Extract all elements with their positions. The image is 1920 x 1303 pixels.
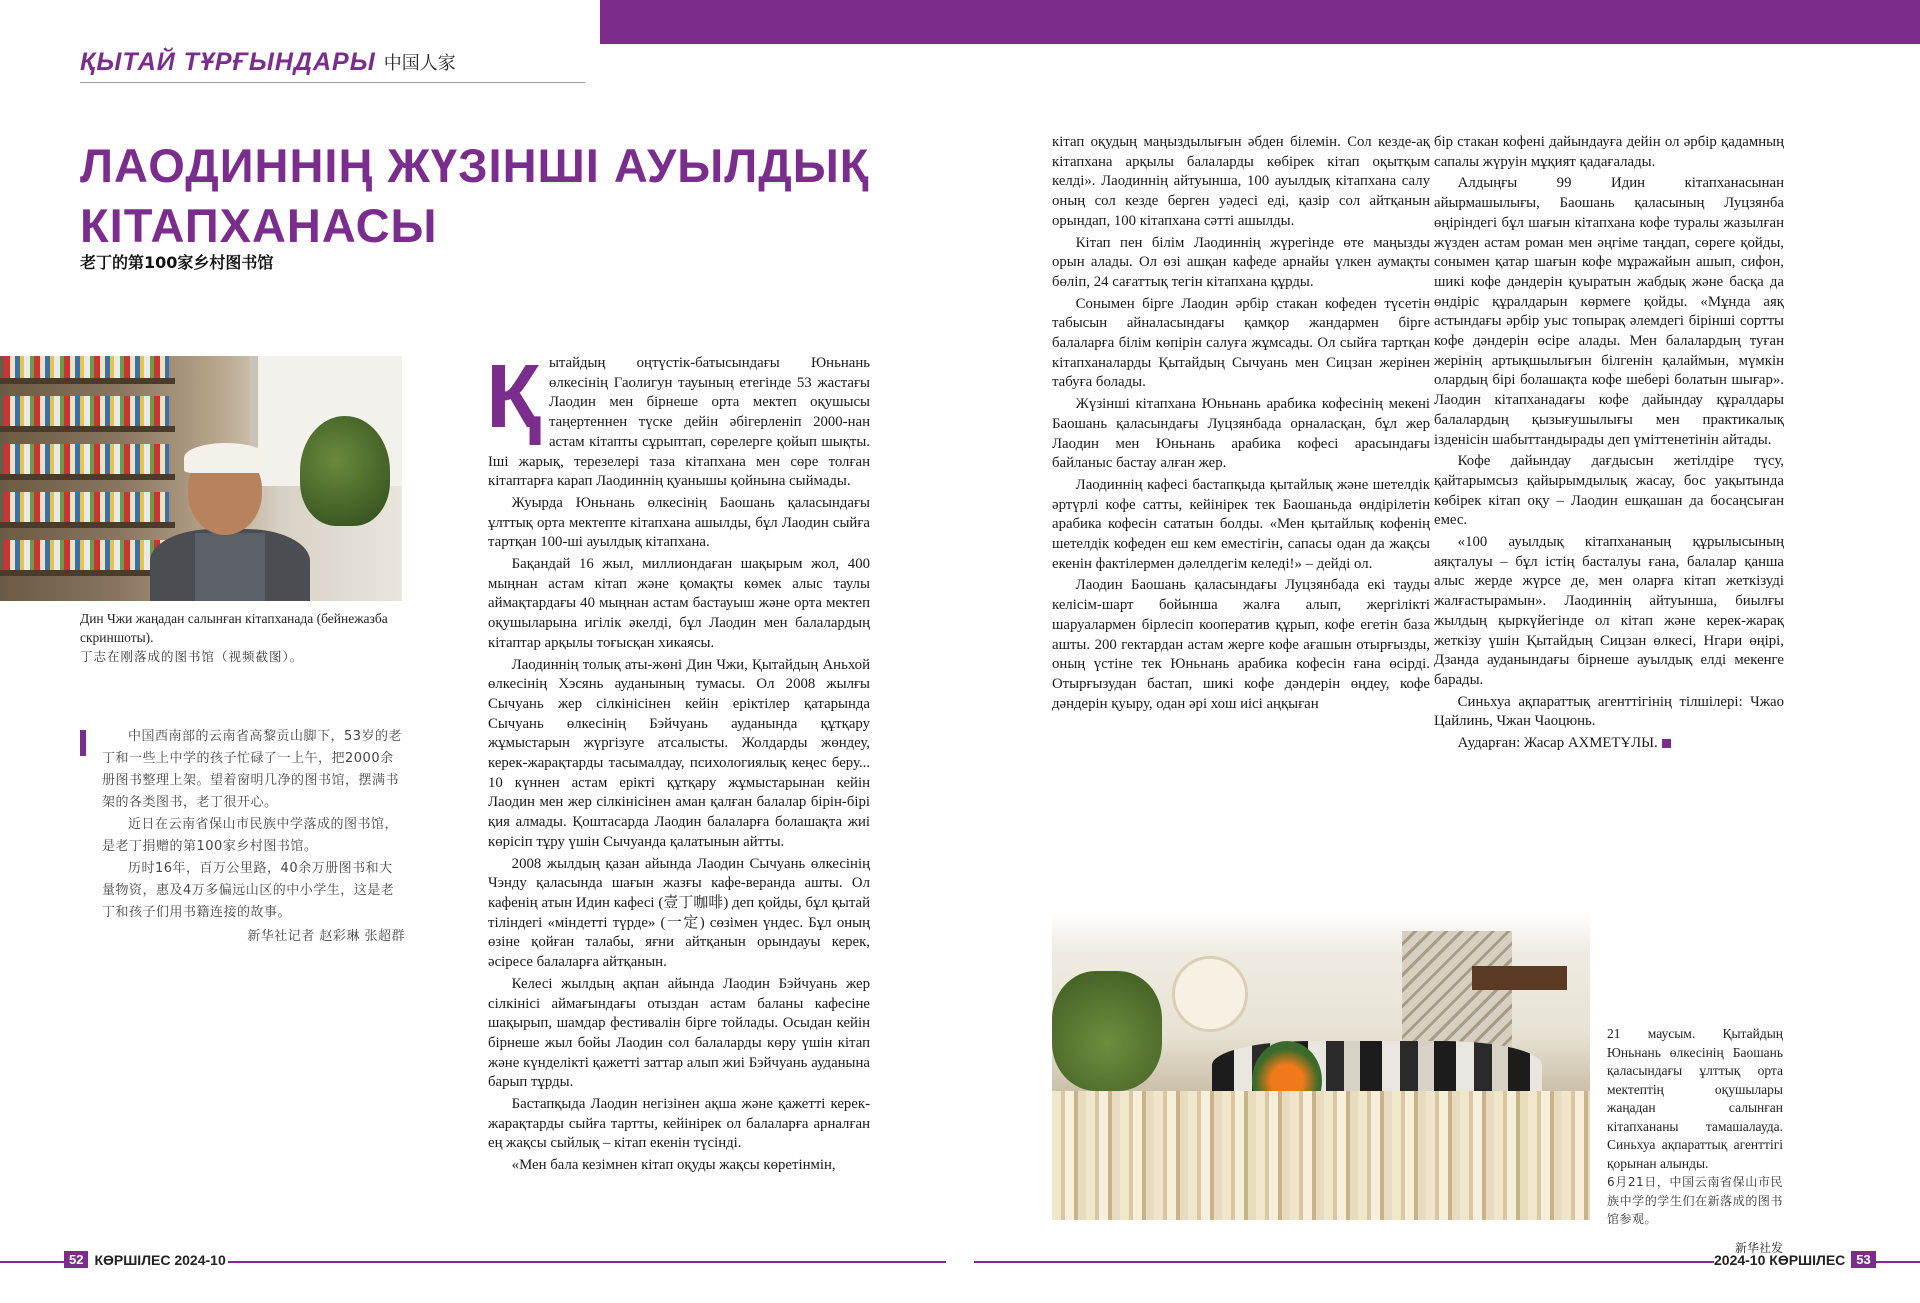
photo-library-man <box>0 356 402 601</box>
footer-line <box>974 1261 1714 1263</box>
body-paragraph: кітап оқудың маңыздылығын әбден білемін. Сол кезде-ақ кітапхана арқылы балаларды көбірек кітап оқытқым келді». Лаодиннің айтуынша, 100 ауылдық кітапхана салу оның сол кезде берген уәдесі еді, қазір сол айтқанын орындап, 100 кітапхана сәтті ашылды. <box>1052 134 1430 229</box>
body-paragraph: Жүзінші кітапхана Юньнань арабика кофесінің мекені Баошань қаласындағы Луцзянбада орналасқан, бұл жер Лаодин мен Юньнань арабика кофесі арасындағы байланыс бастау алған жер. <box>1052 396 1430 472</box>
photo2-caption-cn: 6月21日，中国云南省保山市民族中学的学生们在新落成的图书馆参观。 <box>1607 1175 1783 1226</box>
body-paragraph: Келесі жылдың ақпан айында Лаодин Бэйчуань жер сілкінісі аймағындағы отыздан астам баланы кафесіне шақырып, шамдар фестивалін бірге тойлады. Осыдан кейін бірнеше жыл бойы Лаодин сол балаларды көру үшін кітап және күнделікті қажетті заттар алып жиі Бэйчуань ауданына барып тұрды. <box>488 975 870 1091</box>
translator-credit <box>1434 734 1784 754</box>
article-column-2 <box>1052 133 1430 716</box>
page-number-right: 53 <box>1851 1251 1875 1268</box>
article-column-1 <box>486 347 870 1178</box>
section-title-kz: ҚЫТАЙ ТҰРҒЫНДАРЫ <box>80 47 376 76</box>
page-number-left: 52 <box>64 1251 88 1268</box>
body-paragraph: Лаодиннің толық аты-жөні Дин Чжи, Қытайдың Аньхой өлкесінің Хэсянь ауданының тумасы. Ол 2008 жылғы Сычуань жер сілкінісінен кейін еріктілер қатарында Сычуань өлкесінің Бэйчуань ауданында құтқару жұмыстарын жүргізуге атсалысты. Жолдарды жөндеу, керек-жарақтарды тасымалдау, психологиялық кеңес беру... 10 күннен астам ерікті құтқару жұмыстарынан кейін Лаодин мен жер сілкінісінен аман қалған балалар бірін-бірі қия алмады. Қоштасарда Лаодин балаларға болашақта жиі көрісіп тұру үшін Сычуанда қалатынын айтты. <box>488 656 870 850</box>
abstract-signature: 新华社记者 赵彩琳 张超群 <box>247 929 405 944</box>
abstract-accent-bar <box>80 730 86 756</box>
body-paragraph: Сонымен бірге Лаодин әрбір стакан кофеден түсетін табысын айналасындағы қамқор жандармен бірге балаларға білім көпірін салуға жұмсады. Ол сыйға тартқан кітапханаларды Қытайдың Сычуань мен Сицзан жерінен табуға болады. <box>1052 295 1430 391</box>
body-paragraph: 2008 жылдың қазан айында Лаодин Сычуань өлкесінің Чэнду қаласында шағын жазғы кафе-веранда ашты. Ол кафенің атын Идин кафесі (壹丁咖啡) деп қойды, бұл қытай тіліндегі «міндетті түрде» (一定) сөзімен үндес. Бұл оның өзіне қойған талабы, яғни айтқанын орындауы керек, әсіресе балаларға айтқанын. <box>488 855 870 971</box>
body-paragraph: Алдыңғы 99 Идин кітапханасынан айырмашылығы, Баошань қаласының Луцзянба өңіріндегі бұл шағын кітапхана кофе туралы жазылған жүзден астам роман мен әңгіме таңдап, сөреге қойды, сонымен қатар шағын кофе мұражайын ашып, сифон, шикі кофе дәндерін қуыратын жабдық және басқа да өндіріс құралдарын көрмеге қойды. «Мұнда аяқ астындағы әрбір уыс топырақ әлемдегі бірінші сортты кофе дәндерін өсіре алады. Мен балалардың туған жерінің артықшылығын білгенін қалаймын, мүмкін олардың бірі болашақта кофе шебері болатын шығар». Лаодин кітапханадағы кофе дайындау құралдары балалардың қызығушылығы мен практикалық ізденісін шабыттандырады деп үміттенетінін айтады. <box>1434 175 1784 448</box>
photo2-caption <box>1607 1025 1783 1257</box>
article-title: ЛАОДИННІҢ ЖҮЗІНШІ АУЫЛДЫҚ КІТАПХАНАСЫ <box>80 139 870 252</box>
header-divider <box>80 82 585 83</box>
abstract-paragraph: 近日在云南省保山市民族中学落成的图书馆，是老丁捐赠的第100家乡村图书馆。 <box>102 817 399 854</box>
body-paragraph: Бастапқыда Лаодин негізінен ақша және қажетті керек-жарақтарды сыйға тартты, кейінірек ол балаларға арналған ең жақсы сыйлық – кітап екенін түсінді. <box>488 1096 870 1152</box>
body-paragraph: Кітап пен білім Лаодиннің жүрегінде өте маңызды орын алады. Ол өзі ашқан кафеде арнайы үлкен аумақты бөліп, 24 сағаттық тегін кітапхана құрды. <box>1052 234 1430 290</box>
article-subtitle-cn: 老丁的第100家乡村图书馆 <box>80 253 274 272</box>
body-paragraph: Бақандай 16 жыл, миллиондаған шақырым жол, 400 мыңнан астам кітап және қомақты көмек алыс таулы аймақтардағы 40 мыңнан астам бастауыш және орта мектеп оқушыларына игілік әкелді, бұл Лаодин мен балалардың кітаптар арқылы тоғысқан хикаясы. <box>488 556 870 651</box>
photo-students-library <box>1052 911 1590 1220</box>
body-paragraph: Лаодиннің кафесі бастапқыда қытайлық және шетелдік әртүрлі кофе сатты, кейінірек тек Баошаньда өндірілетін арабика кофесін сататын болды. «Мен қытайлық кофенің шетелдік кофеден еш кем еместігін, сапасы одан да жақсы екенін фактілермен дәлелдегім келеді!» – дейді ол. <box>1052 476 1430 572</box>
footer-line <box>0 1261 64 1263</box>
body-paragraph: Лаодин Баошань қаласындағы Луцзянбада екі тауды келісім-шарт бойынша жалға алып, жергілікті шаруалармен бірлесіп кооператив құрып, кофе егетін база ашты. 200 гектардан астам жерге кофе ағашын отырғызды, оның үстіне тек Юньнань арабика кофесін ғана өсірді. Отырғызудан бастап, шикі кофе дәндерін өңдеу, кофе дәндерін қуыру, одан әрі хош иісі аңқыған <box>1052 577 1430 712</box>
footer-line <box>228 1261 946 1263</box>
body-paragraph: Синьхуа ақпараттық агенттігінің тілшілері: Чжао Цайлинь, Чжан Чаоцюнь. <box>1434 693 1784 730</box>
body-paragraph: Кофе дайындау дағдысын жетілдіре түсу, қайтарымсыз қайырымдылық жасау, бос уақытында көбірек кітап оқу – Лаодин ешқашан да босаңсыған емес. <box>1434 453 1784 529</box>
photo1-caption-kz: Дин Чжи жаңадан салынған кітапханада (бейнежазба скриншоты). <box>80 611 388 645</box>
top-accent-bar <box>600 0 1920 44</box>
section-header <box>80 45 456 79</box>
body-paragraph: «Мен бала кезімнен кітап оқуды жақсы көретінмін, <box>511 1157 836 1174</box>
body-paragraph: ытайдың оңтүстік-батысындағы Юньнань өлкесінің Гаолигун тауының етегінде 53 жастағы Лаодин мен бірнеше орта мектеп оқушысы таңертеннен түске дейін әбігерленіп 2000-нан астам кітапты сұрыптап, сөрелерге қойып шықты. Іші жарық, терезелері таза кітапхана мен сөре толған кітаптарға карап Лаодиннің қуанышы қойнына сыймады. <box>488 355 870 490</box>
photo1-caption-cn: 丁志在刚落成的图书馆（视频截图）。 <box>80 649 304 664</box>
footer-right <box>1714 1251 1876 1268</box>
photo1-caption <box>80 609 410 666</box>
abstract-paragraph: 历时16年，百万公里路，40余万册图书和大量物资，惠及4万多偏远山区的中小学生，这是老丁和孩子们用书籍连接的故事。 <box>102 861 395 920</box>
body-paragraph: «100 ауылдық кітапхананың құрылысының аяқталуы – бұл істің басталуы ғана, балалар қанша алыс жерде жүрсе де, мен оларға кітап жеткізуді жалғастырамын». Лаодиннің айтуынша, биылғы жылдың қыркүйегінде ол кітап және керек-жарақ жеткізу үшін Қытайдың Сицзан өлкесі, Нгари өңірі, Дзанда ауданындағы бірнеше ауылдық елді мекенге барады. <box>1434 534 1784 688</box>
body-paragraph: Жуырда Юньнань өлкесінің Баошань қаласындағы ұлттық орта мектепте кітапхана ашылды, бұл Лаодин сыйға тартқан 100-ші ауылдық кітапхана. <box>488 494 870 551</box>
photo2-signature: 新华社发 <box>1734 1240 1783 1255</box>
drop-cap: Қ <box>486 347 541 447</box>
end-mark-icon <box>1662 739 1671 748</box>
article-column-3 <box>1434 133 1784 756</box>
section-title-cn: 中国人家 <box>383 53 456 74</box>
body-paragraph: бір стакан кофені дайындауға дейін ол әрбір қадамның сапалы жүруін мұқият қадағалады. <box>1434 134 1784 170</box>
abstract-paragraph: 中国西南部的云南省高黎贡山脚下，53岁的老丁和一些上中学的孩子忙碌了一上午，把2000余册图书整理上架。望着窗明几净的图书馆，摆满书架的各类图书，老丁很开心。 <box>102 729 403 810</box>
footer-line <box>1872 1261 1920 1263</box>
photo2-caption-kz: 21 маусым. Қытайдың Юньнань өлкесінің Баошань қаласындағы ұлттық орта мектептің оқушылары жаңадан салынған кітапхананы тамашалауда. Синьхуа ақпараттық агенттігі қорынан алынды. <box>1607 1026 1783 1171</box>
magazine-issue-right: 2024-10 КӨРШІЛЕС <box>1714 1251 1846 1268</box>
chinese-abstract <box>80 726 405 948</box>
footer-left <box>64 1251 226 1268</box>
translator-text: Аударған: Жасар АХМЕТҰЛЫ. <box>1457 735 1658 752</box>
magazine-issue-left: КӨРШІЛЕС 2024-10 <box>94 1251 226 1268</box>
